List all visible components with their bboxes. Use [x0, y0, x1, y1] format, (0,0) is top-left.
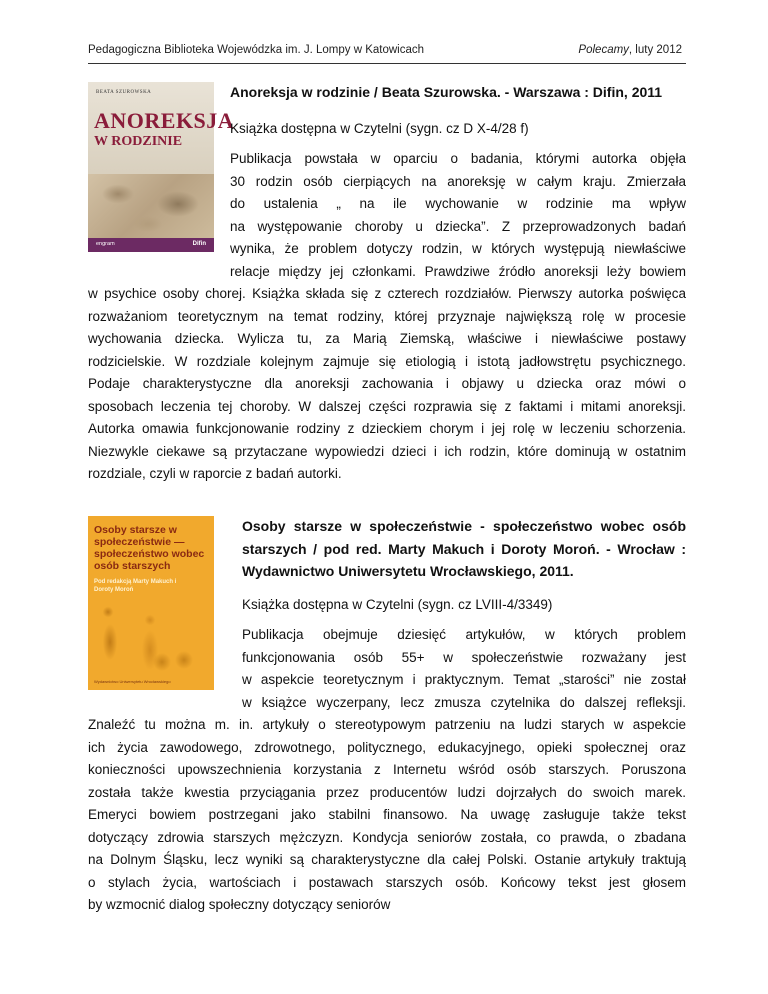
book1-line: rozważaniom teoretycznym na temat rodziny, której przyznaje największą rolę w procesie [88, 308, 686, 324]
book1-description-full [88, 283, 686, 486]
cover-title-line2: W RODZINIE [94, 134, 183, 149]
book2-line: konieczności upowszechnienia korzystania z Internetu wśród osób starszych. Poruszona [88, 762, 686, 777]
cover-publisher-left: engram [96, 241, 115, 247]
book2-line: by wzmocnić dialog społeczny dotyczący seniorów [88, 897, 391, 912]
cover2-illustration [88, 602, 214, 678]
book-cover-anoreksja [88, 82, 235, 252]
book1-line: wynika, że problem dotyczy rodzin, w których występują niewłaściwe [230, 241, 686, 256]
book1-line: relacje między jej członkami. Prawdziwe źródło anoreksji leży bowiem [230, 263, 686, 279]
book1-line: do ustalenia „ na ile wychowanie w rodzinie ma wpływ [230, 196, 686, 211]
book2-line: Znaleźć tu można m. in. artykuły o stereotypowym patrzeniu na ludzi starych w aspekcie [88, 717, 686, 732]
book2-line: w aspekcie teoretycznym i praktycznym. Temat „starości” nie został [242, 672, 686, 687]
cover-author: BEATA SZUROWSKA [96, 90, 152, 95]
book2-title [242, 515, 686, 583]
book1-availability: Książka dostępna w Czytelni (sygn. cz D X-4/28 f) [230, 121, 529, 136]
header-divider [88, 63, 686, 64]
book2-line: o stylach życia, wartościach i postawach starszych osób. Końcowy tekst jest głosem [88, 874, 686, 890]
book1-line: rozdziale, czyli w raporcie z badań autorki. [88, 466, 342, 481]
book2-title-line: Osoby starsze w społeczeństwie - społeczeństwo wobec osób [242, 518, 686, 534]
header-issue [578, 44, 682, 56]
cover2-editors: Pod redakcją Marty Makuch i Doroty Moroń [94, 579, 177, 593]
book2-line: ich życia zawodowego, zdrowotnego, politycznego, edukacyjnego, opieki społecznej oraz [88, 739, 686, 755]
book1-line: Niezwykle ciekawe są przytaczane wypowiedzi dzieci i ich rodzin, które dominują w ostatnim [88, 443, 686, 459]
book2-line: Publikacja obejmuje dziesięć artykułów, w których problem [242, 627, 686, 642]
book2-description-full [88, 714, 686, 917]
book1-line: Publikacja powstała w oparciu o badania, którymi autorka objęła [230, 151, 686, 166]
book1-line: na występowanie choroby u dziecka”. Z przeprowadzonych badań [230, 218, 686, 234]
cover-publisher-band [88, 238, 214, 252]
book1-line: sposobach leczenia tej choroby. W dalszej części rozprawia się z faktami i mitami anoreksji. [88, 398, 686, 414]
book2-title-line: starszych / pod red. Marty Makuch i Doroty Moroń. - Wrocław : [242, 540, 686, 557]
book2-line: funkcjonowania osób 55+ w społeczeństwie rozważany jest [242, 649, 686, 665]
header-date: , luty 2012 [628, 44, 682, 56]
book1-line: 30 rodzin osób cierpiących na anoreksję w całym kraju. Zmierzała [230, 173, 686, 189]
cover-photo [88, 174, 214, 238]
book2-description-wrap [242, 624, 686, 714]
cover2-title: Osoby starsze w społeczeństwie — społeczeństwo wobec osób starszych [94, 524, 205, 572]
book2-line: dotyczący zdrowia starszych mężczyzn. Kondycja seniorów została, co prawda, o zbadana [88, 829, 686, 845]
book2-line: została także kwestia przyciągania przez producentów ludzi dojrzałych do swoich marek. [88, 784, 686, 800]
cover-publisher-right: Difin [192, 241, 206, 247]
book2-line: Emeryci bowiem postrzegani jako stabilni finansowo. Na uwagę zasługuje także tekst [88, 807, 686, 822]
header-library-name: Pedagogiczna Biblioteka Wojewódzka im. J. Lompy w Katowicach [88, 44, 425, 56]
header-series: Polecamy [578, 44, 629, 56]
book1-line: Podaje charakterystyczne dla anoreksji zachowania i objawy u dziecka oraz mówi o [88, 376, 686, 391]
book2-title-line: Wydawnictwo Uniwersytetu Wrocławskiego, 2011. [242, 563, 574, 579]
book2-line: w książce wyczerpany, lecz zmusza czytelnika do dalszej refleksji. [242, 694, 686, 710]
book1-line: Autorka omawia funkcjonowanie rodziny z dzieckiem chorym i jej rolę w leczeniu schorzenia. [88, 421, 686, 436]
book1-line: wychowania dziecka. Wylicza tu, za Marią Ziemską, właściwe i niewłaściwe postawy [88, 331, 686, 346]
book1-title: Anoreksja w rodzinie / Beata Szurowska. - Warszawa : Difin, 2011 [230, 84, 663, 100]
book2-line: na Dolnym Śląsku, lecz wyniki są charakterystyczne dla całej Polski. Ostanie artykuły traktują [88, 852, 686, 867]
book1-description-wrap [230, 148, 686, 283]
cover-title-line1: ANOREKSJA [94, 108, 235, 133]
book2-availability: Książka dostępna w Czytelni (sygn. cz LVIII-4/3349) [242, 597, 553, 612]
book1-line: rodzicielskie. W rozdziale kolejnym zajmuje się etiologią i istotą jadłowstrętu psychicznego. [88, 353, 686, 369]
book1-line: w psychice osoby chorej. Książka składa się z czterech rozdziałów. Pierwszy autorka poświęca [88, 286, 686, 301]
cover2-publisher: Wydawnictwo Uniwersytetu Wrocławskiego [94, 679, 171, 684]
book-cover-osoby-starsze [88, 516, 214, 690]
